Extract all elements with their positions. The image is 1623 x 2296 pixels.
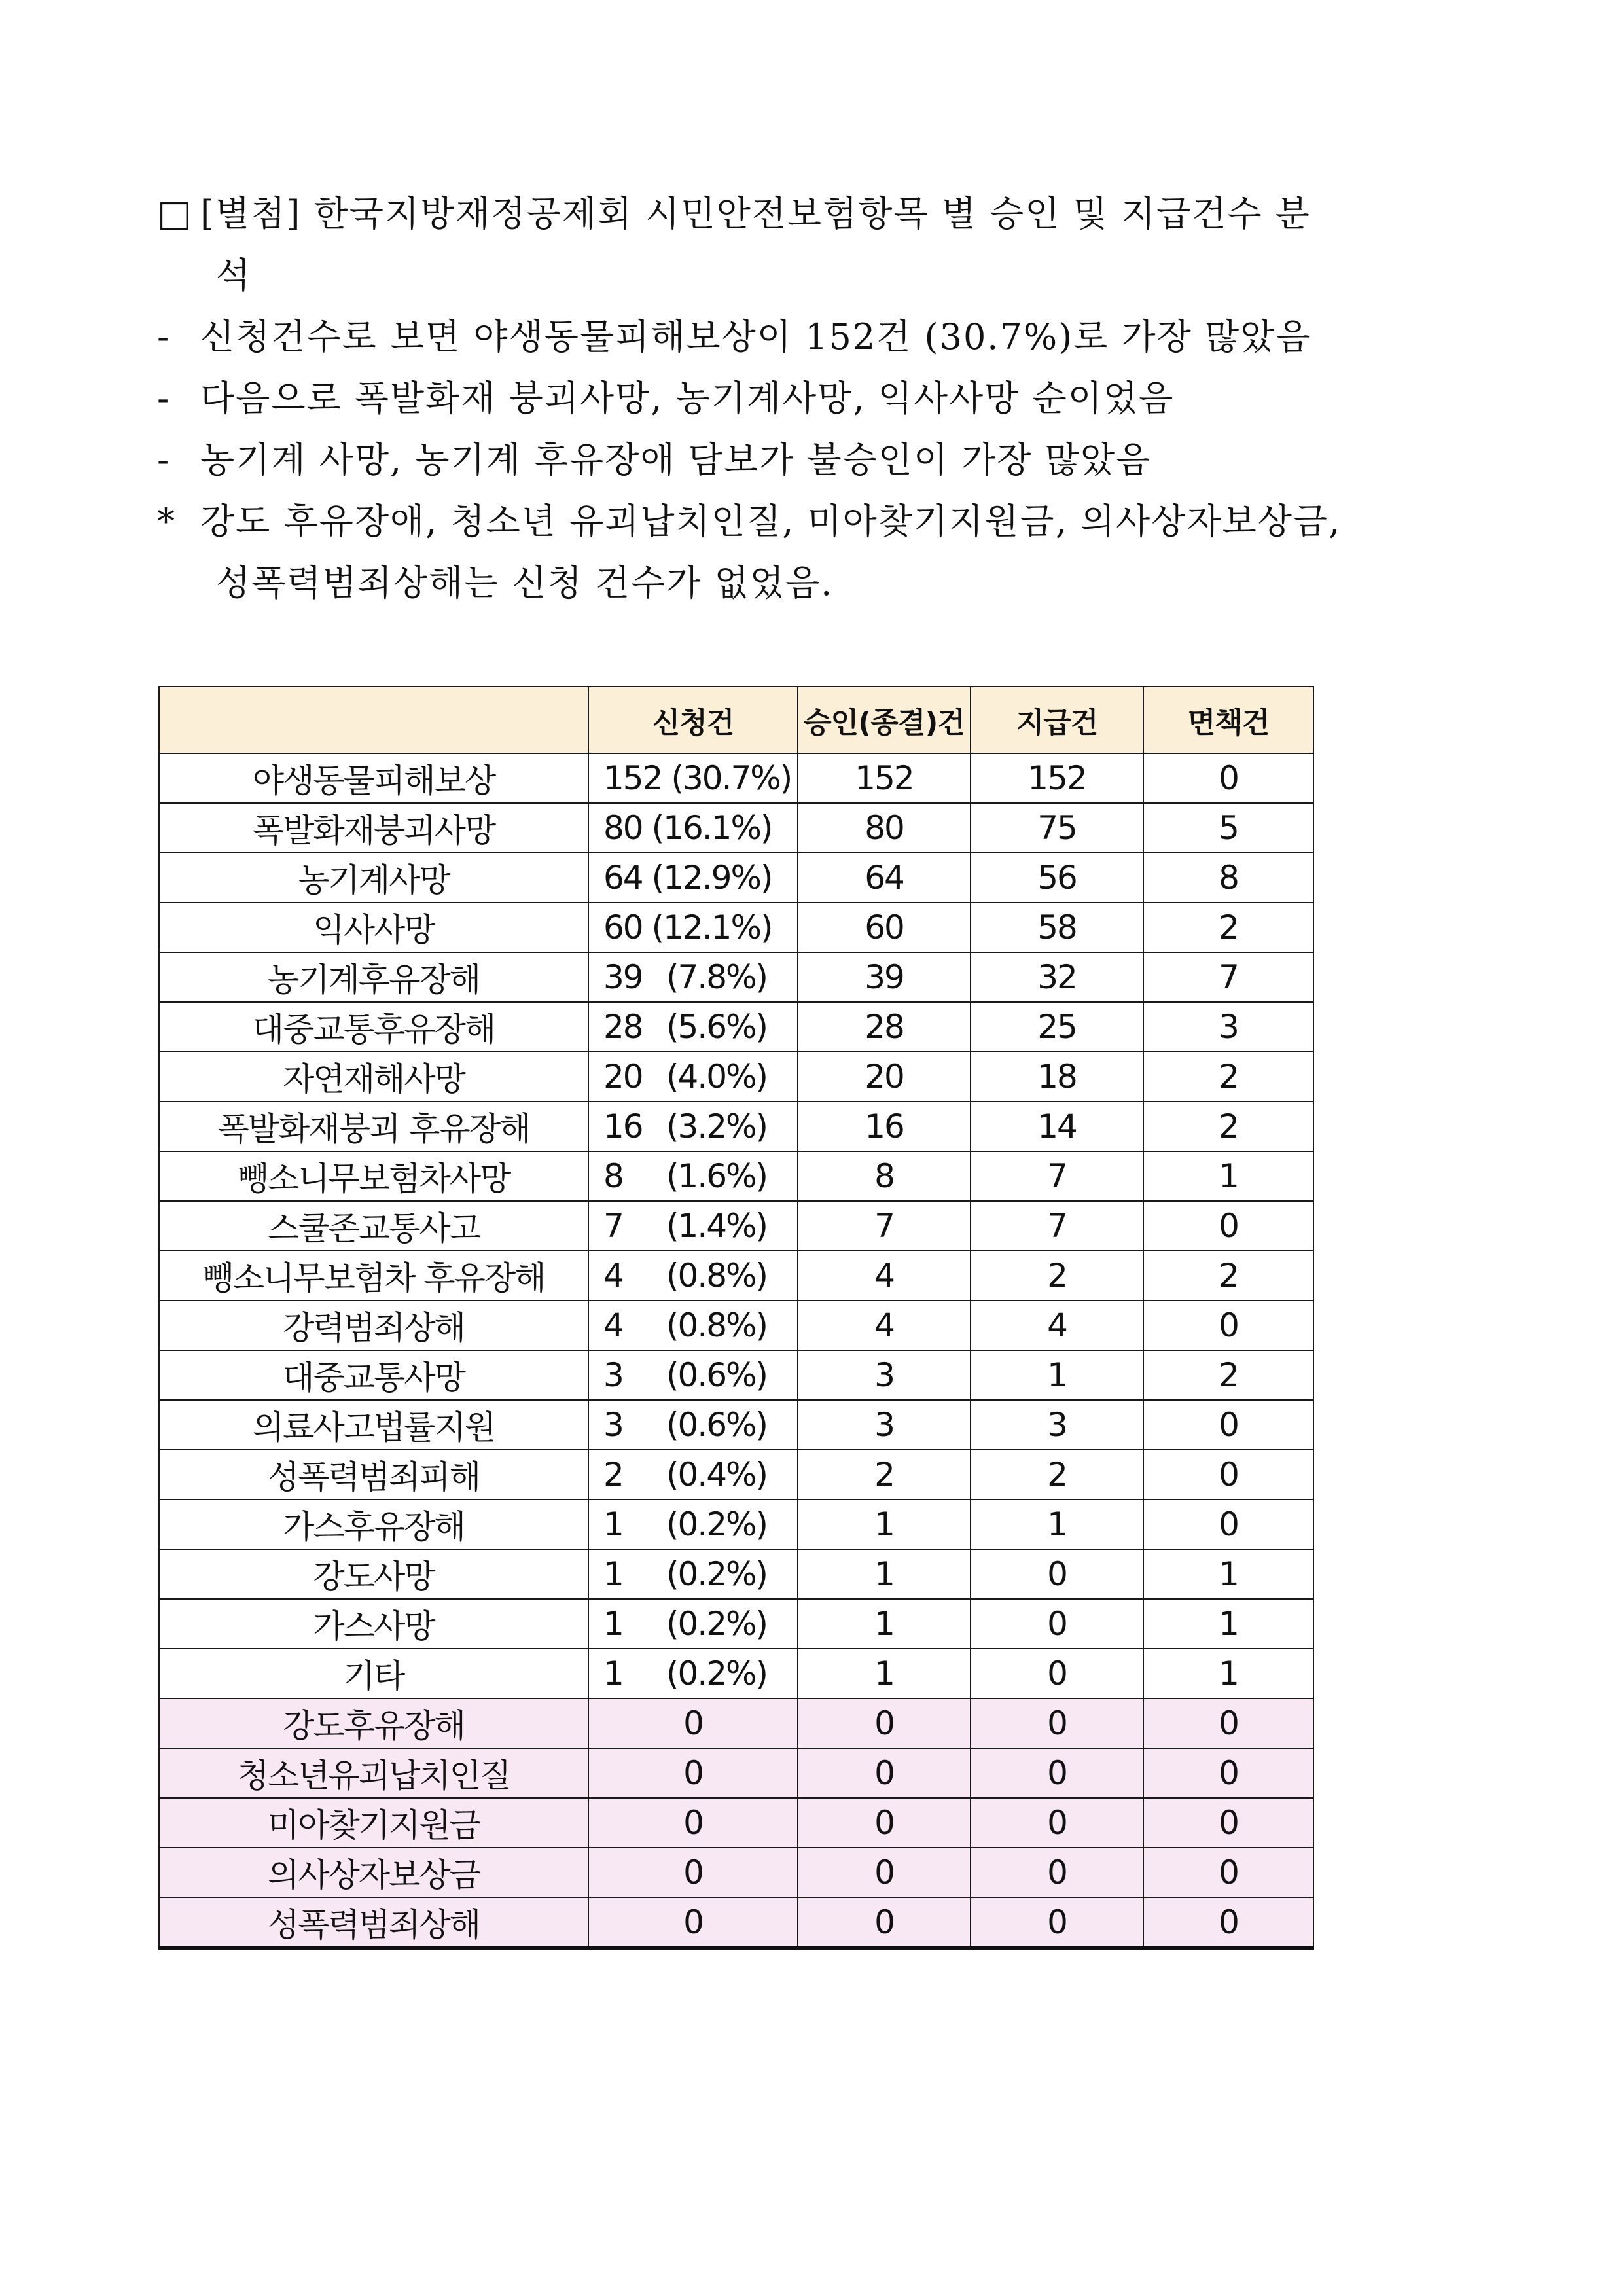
heading-word: 분 — [1275, 193, 1311, 234]
table-row — [159, 1549, 1313, 1599]
table-row — [159, 1400, 1313, 1450]
requested-percent: (0.6%) — [666, 1356, 768, 1394]
table-row — [159, 1649, 1313, 1698]
row-exempt: 0 — [1143, 1798, 1313, 1848]
requested-count: 20 — [603, 1058, 643, 1096]
row-exempt: 0 — [1143, 1698, 1313, 1748]
row-paid: 0 — [971, 1649, 1143, 1698]
row-item-name: 가스사망 — [159, 1599, 588, 1649]
table-row — [159, 753, 1313, 803]
requested-percent: (0.2%) — [666, 1605, 768, 1643]
row-requested — [588, 1549, 798, 1599]
asterisk-icon: * — [157, 501, 176, 542]
table-row-no-claims — [159, 1798, 1313, 1848]
row-exempt: 2 — [1143, 1350, 1313, 1400]
table-row — [159, 1350, 1313, 1400]
row-exempt: 0 — [1143, 1450, 1313, 1499]
row-approved: 0 — [798, 1698, 971, 1748]
heading-continuation: 석 — [216, 255, 252, 296]
row-paid: 18 — [971, 1052, 1143, 1102]
row-exempt: 0 — [1143, 1400, 1313, 1450]
row-approved: 80 — [798, 803, 971, 853]
row-requested — [588, 803, 798, 853]
requested-count: 4 — [603, 1257, 623, 1295]
row-exempt: 2 — [1143, 903, 1313, 952]
row-exempt: 0 — [1143, 1748, 1313, 1798]
row-item-name: 성폭력범죄피해 — [159, 1450, 588, 1499]
row-requested: 0 — [588, 1897, 798, 1948]
row-requested — [588, 1151, 798, 1201]
row-approved: 2 — [798, 1450, 971, 1499]
table-row — [159, 803, 1313, 853]
table-row-no-claims — [159, 1748, 1313, 1798]
bullet-text: 다음으로 폭발화재 붕괴사망, 농기계사망, 익사사망 순이었음 — [200, 378, 1175, 419]
row-paid: 0 — [971, 1848, 1143, 1897]
row-approved: 16 — [798, 1102, 971, 1151]
bullet-text: 신청건수로 보면 야생동물피해보상이 152건 (30.7%)로 가장 많았음 — [200, 316, 1311, 357]
summary-bullet — [157, 306, 1492, 368]
row-exempt: 0 — [1143, 1201, 1313, 1251]
heading-word: 승인 — [990, 193, 1061, 234]
row-requested — [588, 1649, 798, 1698]
heading-word: 한국지방재정공제회 — [313, 193, 633, 234]
row-approved: 0 — [798, 1848, 971, 1897]
row-item-name: 대중교통후유장해 — [159, 1002, 588, 1052]
requested-count: 60 — [603, 908, 643, 946]
table-row — [159, 1300, 1313, 1350]
row-paid: 75 — [971, 803, 1143, 853]
row-paid: 32 — [971, 952, 1143, 1002]
checkbox-square-icon: □ — [157, 192, 193, 235]
row-exempt: 0 — [1143, 1897, 1313, 1948]
row-approved: 0 — [798, 1798, 971, 1848]
dash-bullet-icon: - — [157, 316, 171, 357]
requested-percent: (12.9%) — [651, 859, 772, 897]
table-row — [159, 903, 1313, 952]
requested-percent: (16.1%) — [651, 809, 772, 847]
requested-count: 152 — [603, 759, 662, 797]
heading-word: 시민안전보험항목 — [645, 193, 929, 234]
table-row — [159, 1052, 1313, 1102]
table-row — [159, 1201, 1313, 1251]
row-paid: 3 — [971, 1400, 1143, 1450]
requested-percent: (1.6%) — [666, 1157, 768, 1195]
row-requested — [588, 1002, 798, 1052]
row-requested: 0 — [588, 1748, 798, 1798]
row-paid: 2 — [971, 1450, 1143, 1499]
requested-percent: (30.7%) — [671, 759, 792, 797]
requested-percent: (0.6%) — [666, 1406, 768, 1444]
row-approved: 60 — [798, 903, 971, 952]
requested-percent: (4.0%) — [666, 1058, 768, 1096]
row-approved: 1 — [798, 1599, 971, 1649]
requested-count: 7 — [603, 1207, 623, 1245]
table-body — [159, 753, 1313, 1948]
row-requested — [588, 1052, 798, 1102]
note-continuation: 성폭력범죄상해는 신청 건수가 없었음. — [216, 562, 834, 603]
row-paid: 0 — [971, 1698, 1143, 1748]
row-requested — [588, 853, 798, 903]
row-approved: 3 — [798, 1400, 971, 1450]
requested-count: 64 — [603, 859, 643, 897]
row-item-name: 스쿨존교통사고 — [159, 1201, 588, 1251]
row-paid: 7 — [971, 1151, 1143, 1201]
row-exempt: 8 — [1143, 853, 1313, 903]
header-requested: 신청건 — [588, 687, 798, 753]
table-row — [159, 1251, 1313, 1300]
requested-count: 1 — [603, 1655, 623, 1693]
row-exempt: 0 — [1143, 1848, 1313, 1897]
row-approved: 0 — [798, 1897, 971, 1948]
row-item-name: 야생동물피해보상 — [159, 753, 588, 803]
row-item-name: 농기계사망 — [159, 853, 588, 903]
heading-text — [200, 183, 1492, 245]
header-paid: 지급건 — [971, 687, 1143, 753]
row-requested — [588, 952, 798, 1002]
table-row — [159, 1499, 1313, 1549]
summary-bullet — [157, 368, 1492, 429]
row-approved: 152 — [798, 753, 971, 803]
row-requested — [588, 1599, 798, 1649]
row-paid: 56 — [971, 853, 1143, 903]
row-approved: 28 — [798, 1002, 971, 1052]
table-row-no-claims — [159, 1848, 1313, 1897]
row-exempt: 2 — [1143, 1251, 1313, 1300]
requested-percent: (12.1%) — [651, 908, 772, 946]
requested-count: 3 — [603, 1356, 623, 1394]
summary-section — [157, 183, 1492, 614]
row-exempt: 2 — [1143, 1102, 1313, 1151]
summary-note — [157, 491, 1492, 552]
header-exempt: 면책건 — [1143, 687, 1313, 753]
row-item-name: 강도후유장해 — [159, 1698, 588, 1748]
dash-bullet-icon: - — [157, 439, 171, 480]
requested-count: 1 — [603, 1605, 623, 1643]
row-approved: 8 — [798, 1151, 971, 1201]
requested-count: 4 — [603, 1306, 623, 1344]
row-requested — [588, 903, 798, 952]
summary-heading — [157, 183, 1492, 245]
row-item-name: 뺑소니무보험차 후유장해 — [159, 1251, 588, 1300]
table-row — [159, 1102, 1313, 1151]
row-approved: 20 — [798, 1052, 971, 1102]
requested-count: 3 — [603, 1406, 623, 1444]
note-text: 강도 후유장애, 청소년 유괴납치인질, 미아찾기지원금, 의사상자보상금, — [200, 501, 1342, 542]
row-approved: 39 — [798, 952, 971, 1002]
table-row — [159, 1599, 1313, 1649]
requested-count: 80 — [603, 809, 643, 847]
requested-count: 1 — [603, 1505, 623, 1543]
row-approved: 4 — [798, 1300, 971, 1350]
table-row-no-claims — [159, 1897, 1313, 1948]
row-requested: 0 — [588, 1848, 798, 1897]
requested-count: 2 — [603, 1456, 623, 1494]
heading-word: 별 — [941, 193, 977, 234]
row-exempt: 3 — [1143, 1002, 1313, 1052]
row-exempt: 0 — [1143, 753, 1313, 803]
row-approved: 1 — [798, 1549, 971, 1599]
row-exempt: 5 — [1143, 803, 1313, 853]
requested-percent: (1.4%) — [666, 1207, 768, 1245]
table-row — [159, 1002, 1313, 1052]
row-exempt: 7 — [1143, 952, 1313, 1002]
requested-count: 8 — [603, 1157, 623, 1195]
header-approved: 승인(종결)건 — [798, 687, 971, 753]
heading-word: 및 — [1073, 193, 1109, 234]
row-item-name: 의사상자보상금 — [159, 1848, 588, 1897]
row-item-name: 청소년유괴납치인질 — [159, 1748, 588, 1798]
row-requested — [588, 1251, 798, 1300]
row-paid: 152 — [971, 753, 1143, 803]
table-row-no-claims — [159, 1698, 1313, 1748]
row-item-name: 가스후유장해 — [159, 1499, 588, 1549]
row-item-name: 자연재해사망 — [159, 1052, 588, 1102]
row-paid: 0 — [971, 1599, 1143, 1649]
heading-word: [별첨] — [200, 193, 302, 234]
requested-percent: (0.8%) — [666, 1257, 768, 1295]
row-approved: 3 — [798, 1350, 971, 1400]
row-requested — [588, 1300, 798, 1350]
insurance-stats-table — [158, 686, 1314, 1950]
requested-percent: (0.8%) — [666, 1306, 768, 1344]
row-paid: 0 — [971, 1798, 1143, 1848]
row-item-name: 강력범죄상해 — [159, 1300, 588, 1350]
requested-percent: (0.2%) — [666, 1655, 768, 1693]
requested-percent: (0.2%) — [666, 1555, 768, 1593]
row-paid: 14 — [971, 1102, 1143, 1151]
row-exempt: 0 — [1143, 1300, 1313, 1350]
row-requested — [588, 1400, 798, 1450]
table-row — [159, 1151, 1313, 1201]
row-item-name: 강도사망 — [159, 1549, 588, 1599]
row-item-name: 익사사망 — [159, 903, 588, 952]
row-paid: 25 — [971, 1002, 1143, 1052]
row-approved: 4 — [798, 1251, 971, 1300]
row-item-name: 대중교통사망 — [159, 1350, 588, 1400]
row-approved: 1 — [798, 1499, 971, 1549]
heading-word: 지급건수 — [1120, 193, 1263, 234]
row-requested: 0 — [588, 1798, 798, 1848]
row-approved: 64 — [798, 853, 971, 903]
row-exempt: 1 — [1143, 1549, 1313, 1599]
row-item-name: 폭발화재붕괴사망 — [159, 803, 588, 853]
requested-count: 28 — [603, 1008, 643, 1046]
row-paid: 2 — [971, 1251, 1143, 1300]
row-requested — [588, 1350, 798, 1400]
row-paid: 4 — [971, 1300, 1143, 1350]
row-requested — [588, 1450, 798, 1499]
row-exempt: 0 — [1143, 1499, 1313, 1549]
row-approved: 1 — [798, 1649, 971, 1698]
requested-percent: (3.2%) — [666, 1107, 768, 1145]
row-paid: 58 — [971, 903, 1143, 952]
row-requested — [588, 753, 798, 803]
requested-count: 1 — [603, 1555, 623, 1593]
requested-count: 39 — [603, 958, 643, 996]
row-exempt: 2 — [1143, 1052, 1313, 1102]
row-requested: 0 — [588, 1698, 798, 1748]
requested-percent: (0.2%) — [666, 1505, 768, 1543]
header-item — [159, 687, 588, 753]
table-row — [159, 1450, 1313, 1499]
row-approved: 0 — [798, 1748, 971, 1798]
row-approved: 7 — [798, 1201, 971, 1251]
requested-percent: (0.4%) — [666, 1456, 768, 1494]
requested-count: 16 — [603, 1107, 643, 1145]
row-paid: 0 — [971, 1897, 1143, 1948]
row-item-name: 폭발화재붕괴 후유장해 — [159, 1102, 588, 1151]
summary-bullet — [157, 429, 1492, 491]
row-paid: 1 — [971, 1499, 1143, 1549]
row-requested — [588, 1201, 798, 1251]
requested-percent: (7.8%) — [666, 958, 768, 996]
table-row — [159, 952, 1313, 1002]
row-item-name: 기타 — [159, 1649, 588, 1698]
row-paid: 0 — [971, 1748, 1143, 1798]
row-item-name: 농기계후유장해 — [159, 952, 588, 1002]
row-exempt: 1 — [1143, 1151, 1313, 1201]
row-item-name: 의료사고법률지원 — [159, 1400, 588, 1450]
table-header-row — [159, 687, 1313, 753]
table-row — [159, 853, 1313, 903]
requested-percent: (5.6%) — [666, 1008, 768, 1046]
row-item-name: 성폭력범죄상해 — [159, 1897, 588, 1948]
row-requested — [588, 1102, 798, 1151]
row-item-name: 미아찾기지원금 — [159, 1798, 588, 1848]
row-requested — [588, 1499, 798, 1549]
row-exempt: 1 — [1143, 1599, 1313, 1649]
row-paid: 7 — [971, 1201, 1143, 1251]
dash-bullet-icon: - — [157, 378, 171, 419]
bullet-text: 농기계 사망, 농기계 후유장애 담보가 불승인이 가장 많았음 — [200, 439, 1152, 480]
row-paid: 1 — [971, 1350, 1143, 1400]
row-exempt: 1 — [1143, 1649, 1313, 1698]
row-item-name: 뺑소니무보험차사망 — [159, 1151, 588, 1201]
row-paid: 0 — [971, 1549, 1143, 1599]
